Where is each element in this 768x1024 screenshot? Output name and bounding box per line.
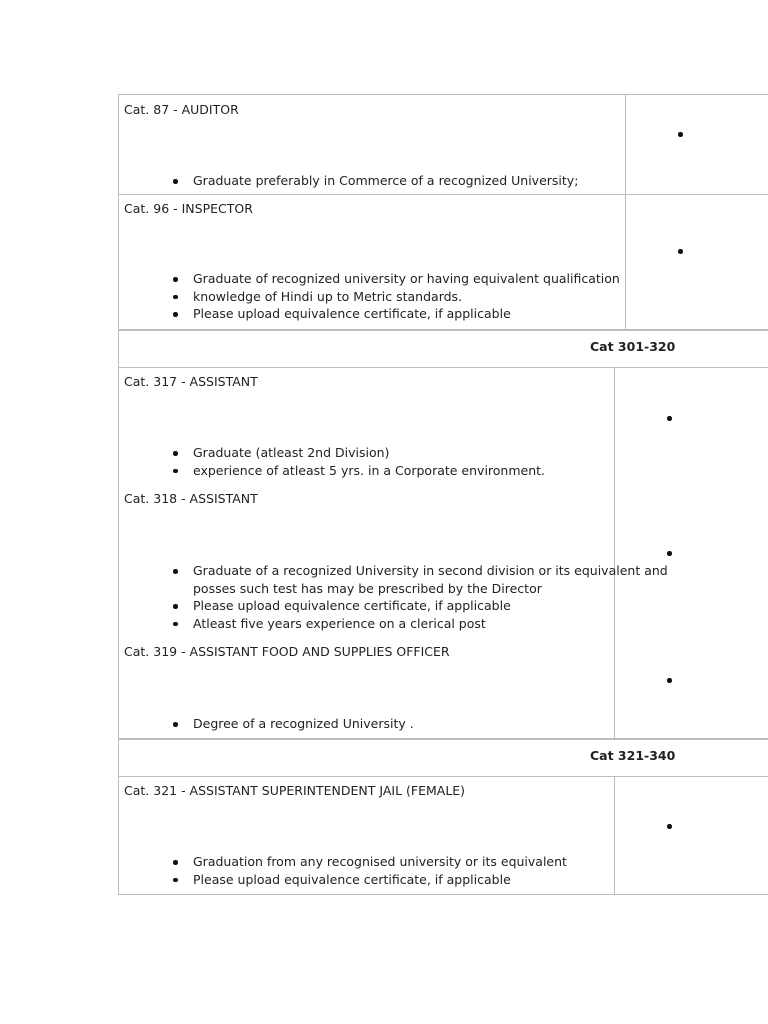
list-item: Graduate of recognized university or having equivalent qualification [193,270,753,288]
bullet-icon [678,132,683,137]
bullet-icon [667,678,672,683]
list-item: Please upload equivalence certificate, if applicable [193,871,753,889]
list-item: Degree of a recognized University . [193,715,753,733]
qualification-table-2 [118,330,768,739]
section-header-label: Cat 301-320 [590,339,676,354]
bullet-icon [678,249,683,254]
list-item: Graduation from any recognised university or its equivalent [193,853,753,871]
category-title: Cat. 319 - ASSISTANT FOOD AND SUPPLIES OFFICER [124,644,450,659]
list-item: knowledge of Hindi up to Metric standards. [193,288,753,306]
bullet-icon [667,416,672,421]
bullet-icon [667,551,672,556]
list-item: Please upload equivalence certificate, if applicable [193,597,693,615]
qualification-table-1 [118,94,768,330]
table-row [119,95,768,195]
list-item: experience of atleast 5 yrs. in a Corporate environment. [193,462,753,480]
category-title: Cat. 96 - INSPECTOR [124,201,253,216]
category-title: Cat. 317 - ASSISTANT [124,374,258,389]
category-title: Cat. 87 - AUDITOR [124,102,239,117]
section-header [119,331,768,368]
right-cell [625,194,768,330]
bullet-icon [667,824,672,829]
list-item: Graduate (atleast 2nd Division) [193,444,753,462]
requirements-list [119,715,753,733]
category-title: Cat. 318 - ASSISTANT [124,491,258,506]
right-cell [625,95,768,194]
list-item: Please upload equivalence certificate, if applicable [193,305,753,323]
table-row [119,367,768,484]
table-row [119,194,768,330]
table-row [119,637,768,739]
table-row [119,484,768,637]
qualification-table-3 [118,739,768,895]
section-header-label: Cat 321-340 [590,748,676,763]
list-item: Atleast five years experience on a clerical post [193,615,693,633]
requirements-list [119,562,693,632]
list-item: Graduate of a recognized University in second division or its equivalent and posses such test has may be prescribed by the Director [193,562,693,597]
category-title: Cat. 321 - ASSISTANT SUPERINTENDENT JAIL (FEMALE) [124,783,466,798]
requirements-list [119,853,753,888]
table-row [119,776,768,895]
requirements-list [119,444,753,479]
section-header [119,740,768,777]
list-item: Graduate preferably in Commerce of a recognized University; [193,172,753,190]
